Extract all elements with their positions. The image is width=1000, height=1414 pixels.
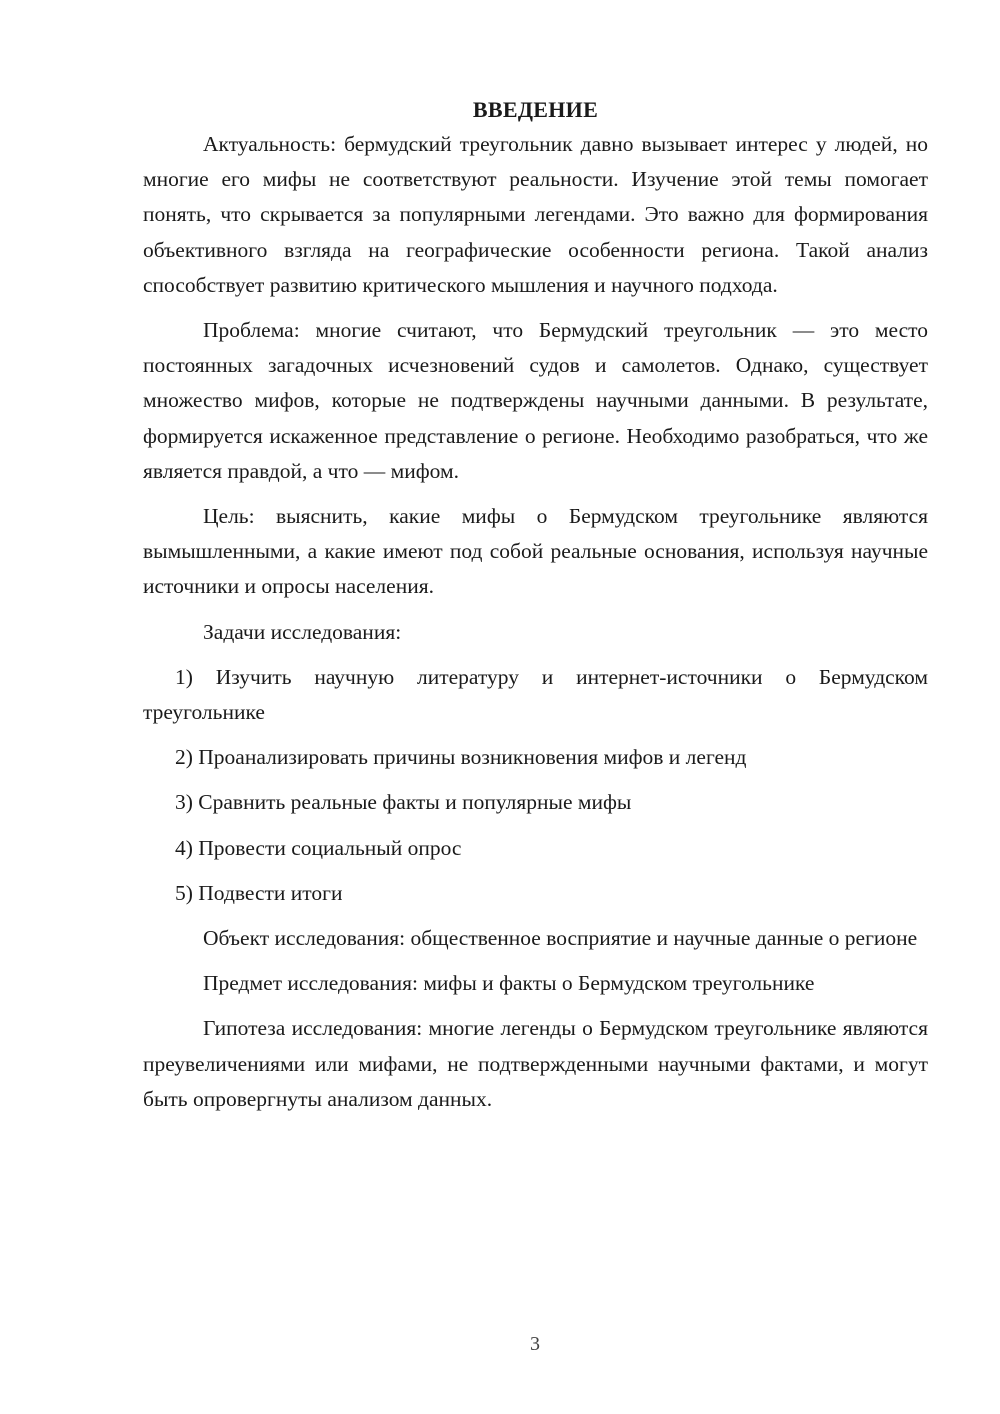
relevance-paragraph: Актуальность: бермудский треугольник давно вызывает интерес у людей, но многие его мифы не соответствуют реальности. Изучение этой темы помогает понять, что скрывается за популярными легендами. Это важно для формирования объективного взгляда на географические особенности региона. Такой анализ способствует развитию критического мышления и научного подхода. <box>143 132 928 297</box>
page-number: 3 <box>530 1333 540 1355</box>
tasks-heading: Задачи исследования: <box>203 619 402 644</box>
task-item: 1) Изучить научную литературу и интернет-источники о Бермудском треугольнике <box>143 664 928 725</box>
task-item: 5) Подвести итоги <box>175 880 343 905</box>
document-page <box>143 92 928 1127</box>
tasks-list <box>143 660 928 911</box>
goal-paragraph: Цель: выяснить, какие мифы о Бермудском треугольнике являются вымышленными, а какие имеют под собой реальные основания, используя научные источники и опросы населения. <box>143 504 928 599</box>
task-item: 2) Проанализировать причины возникновения мифов и легенд <box>175 745 747 770</box>
section-title: ВВЕДЕНИЕ <box>472 97 599 122</box>
hypothesis-paragraph: Гипотеза исследования: многие легенды о Бермудском треугольнике являются преувеличениями или мифами, не подтвержденными научными фактами, и могут быть опровергнуты анализом данных. <box>143 1016 928 1111</box>
object-paragraph: Объект исследования: общественное восприятие и научные данные о регионе <box>203 926 918 951</box>
task-item: 3) Сравнить реальные факты и популярные мифы <box>175 790 632 815</box>
problem-paragraph: Проблема: многие считают, что Бермудский треугольник — это место постоянных загадочных исчезновений судов и самолетов. Однако, существует множество мифов, которые не подтверждены научными данными. В результате, формируется искаженное представление о регионе. Необходимо разобраться, что же является правдой, а что — мифом. <box>143 318 928 483</box>
task-item: 4) Провести социальный опрос <box>175 835 462 860</box>
subject-paragraph: Предмет исследования: мифы и факты о Бермудском треугольнике <box>203 971 815 996</box>
